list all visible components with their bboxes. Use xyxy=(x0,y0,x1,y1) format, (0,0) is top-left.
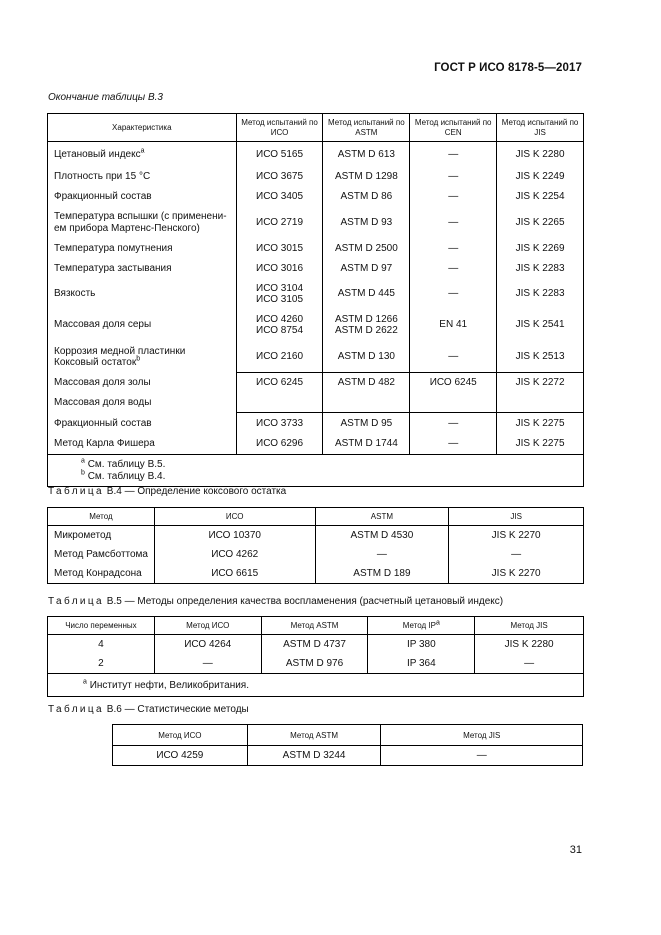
cell-cen: — xyxy=(410,413,497,434)
row-label: Фракционный состав xyxy=(54,191,152,202)
cell: — xyxy=(154,654,261,674)
table-row xyxy=(48,279,584,309)
header-cell: Метод ASTM xyxy=(247,725,381,746)
row-label: Микрометод xyxy=(54,530,112,541)
row-label: Коррозия медной пластинки Коксовый остаток$^b$ xyxy=(54,345,186,368)
header-cell: Метод испытаний по JIS xyxy=(497,114,584,142)
cell-astm: ASTM D 130 xyxy=(323,341,410,373)
row-label: Метод Рамсботтома xyxy=(54,549,148,560)
cell: ASTM D 976 xyxy=(261,654,368,674)
cell: 4 xyxy=(98,639,104,650)
table-header-row xyxy=(48,617,584,635)
cell-astm: ASTM D 1298 xyxy=(323,167,410,187)
cell-astm: ASTM D 445 xyxy=(323,279,410,309)
cell-iso: ИСО 3733 xyxy=(236,413,323,434)
cell-iso: ИСО 3104 ИСО 3105 xyxy=(236,279,323,309)
cell-astm: ASTM D 86 xyxy=(323,187,410,207)
cell: ASTM D 4737 xyxy=(261,635,368,655)
footnotes-cell: $^а$ Институт нефти, Великобритания. xyxy=(48,674,584,697)
table-row xyxy=(48,434,584,455)
table-row xyxy=(113,746,583,766)
row-label: Вязкость xyxy=(54,288,96,299)
cell-jis: JIS K 2265 xyxy=(497,207,584,239)
cell: ИСО 4264 xyxy=(154,635,261,655)
cell-cen: ИСО 6245 xyxy=(410,373,497,393)
row-label: Метод Конрадсона xyxy=(54,568,142,579)
table-row xyxy=(48,207,584,239)
table-row xyxy=(48,167,584,187)
header-cell: Метод ИСО xyxy=(154,617,261,635)
cell: — xyxy=(475,654,584,674)
table-b5 xyxy=(47,616,584,697)
cell-cen: — xyxy=(410,207,497,239)
cell: IP 364 xyxy=(368,654,475,674)
cell-astm xyxy=(323,393,410,413)
cell-iso: ИСО 3016 xyxy=(236,259,323,279)
cell: ASTM D 3244 xyxy=(247,746,381,766)
table-row xyxy=(48,564,584,584)
cell: 2 xyxy=(98,658,104,669)
table-row xyxy=(48,259,584,279)
row-label: Температура вспышки (с применени- ем прибора Мартенс-Пенского) xyxy=(54,210,227,234)
table-continuation-label: Окончание таблицы В.3 xyxy=(48,92,163,103)
table-b6-caption: Таблица В.6 — Статистические методы xyxy=(48,704,249,715)
table-b4-caption: Таблица В.4 — Определение коксового остатка xyxy=(48,486,287,497)
cell-cen: — xyxy=(410,142,497,167)
cell-cen: — xyxy=(410,341,497,373)
header-cell: Метод JIS xyxy=(381,725,583,746)
cell-cen: — xyxy=(410,434,497,455)
header-cell: ИСО xyxy=(154,508,315,526)
header-cell: Метод xyxy=(48,508,155,526)
cell-astm: ASTM D 1744 xyxy=(323,434,410,455)
cell-jis: JIS K 2283 xyxy=(497,279,584,309)
table-row xyxy=(48,309,584,341)
cell-jis: JIS K 2254 xyxy=(497,187,584,207)
cell-iso: ИСО 5165 xyxy=(236,142,323,167)
table-b4 xyxy=(47,507,584,584)
header-cell: ASTM xyxy=(315,508,449,526)
cell: ИСО 4259 xyxy=(156,750,204,761)
table-row xyxy=(48,239,584,259)
cell-iso: ИСО 4260 ИСО 8754 xyxy=(236,309,323,341)
cell-iso: ИСО 6296 xyxy=(236,434,323,455)
table-row xyxy=(48,526,584,546)
cell-cen: — xyxy=(410,259,497,279)
cell-cen: — xyxy=(410,167,497,187)
cell: — xyxy=(315,545,449,564)
cell-jis: JIS K 2283 xyxy=(497,259,584,279)
cell-astm: ASTM D 97 xyxy=(323,259,410,279)
table-row xyxy=(48,413,584,434)
cell-jis: JIS K 2513 xyxy=(497,341,584,373)
table-footnotes xyxy=(48,455,584,487)
cell: ИСО 10370 xyxy=(154,526,315,546)
footnotes-cell: $^a$ См. таблицу В.5. $^b$ См. таблицу В.4. xyxy=(48,455,584,487)
table-header-row xyxy=(48,114,584,142)
header-cell: Метод ИСО xyxy=(113,725,248,746)
cell: — xyxy=(381,746,583,766)
header-cell: Метод $IP^а$ xyxy=(368,617,475,635)
table-row xyxy=(48,142,584,167)
cell: IP 380 xyxy=(368,635,475,655)
row-label: Массовая доля серы xyxy=(54,319,152,330)
cell-jis: JIS K 2280 xyxy=(497,142,584,167)
header-cell: Метод ASTM xyxy=(261,617,368,635)
cell-jis: JIS K 2269 xyxy=(497,239,584,259)
table-b5-caption: Таблица В.5 — Методы определения качества воспламенения (расчетный цетановый индекс) xyxy=(48,596,504,607)
cell-cen xyxy=(410,393,497,413)
document-header: ГОСТ Р ИСО 8178-5—2017 xyxy=(434,62,582,74)
cell: JIS K 2280 xyxy=(475,635,584,655)
table-row xyxy=(48,545,584,564)
header-cell: Метод испытаний по ИСО xyxy=(236,114,323,142)
cell-iso: ИСО 3675 xyxy=(236,167,323,187)
table-row xyxy=(48,341,584,373)
header-cell: Метод JIS xyxy=(475,617,584,635)
table-row xyxy=(48,393,584,413)
cell-cen: EN 41 xyxy=(410,309,497,341)
cell-astm: ASTM D 93 xyxy=(323,207,410,239)
table-b3 xyxy=(47,113,584,487)
header-cell: Метод испытаний по ASTM xyxy=(323,114,410,142)
cell: ASTM D 189 xyxy=(315,564,449,584)
table-row xyxy=(48,635,584,655)
cell-astm: ASTM D 613 xyxy=(323,142,410,167)
table-b6 xyxy=(112,724,583,766)
cell-iso: ИСО 6245 xyxy=(236,373,323,393)
row-label: Цетановый индекс$^a$ xyxy=(54,147,145,160)
cell-jis: JIS K 2275 xyxy=(497,434,584,455)
cell: JIS K 2270 xyxy=(449,564,584,584)
table-row xyxy=(48,187,584,207)
header-cell: Число переменных xyxy=(48,617,155,635)
table-row xyxy=(48,654,584,674)
row-label: Массовая доля золы xyxy=(54,377,151,388)
table-footnotes xyxy=(48,674,584,697)
cell: ИСО 4262 xyxy=(154,545,315,564)
cell-iso: ИСО 3015 xyxy=(236,239,323,259)
cell: ИСО 6615 xyxy=(154,564,315,584)
row-label: Температура застывания xyxy=(54,263,172,274)
cell-jis: JIS K 2249 xyxy=(497,167,584,187)
header-cell: Метод испытаний по CEN xyxy=(410,114,497,142)
cell-jis: JIS K 2541 xyxy=(497,309,584,341)
cell-astm: ASTM D 95 xyxy=(323,413,410,434)
cell-iso xyxy=(236,393,323,413)
cell-cen: — xyxy=(410,279,497,309)
cell-jis xyxy=(497,393,584,413)
cell: ASTM D 4530 xyxy=(315,526,449,546)
row-label: Метод Карла Фишера xyxy=(54,438,155,450)
cell-astm: ASTM D 482 xyxy=(323,373,410,393)
row-label: Температура помутнения xyxy=(54,243,173,254)
cell-iso: ИСО 3405 xyxy=(236,187,323,207)
cell-cen: — xyxy=(410,239,497,259)
cell-iso: ИСО 2160 xyxy=(236,341,323,373)
cell: JIS K 2270 xyxy=(449,526,584,546)
cell-cen: — xyxy=(410,187,497,207)
header-cell: JIS xyxy=(449,508,584,526)
table-header-row xyxy=(113,725,583,746)
table-row xyxy=(48,373,584,393)
row-label: Массовая доля воды xyxy=(54,397,152,408)
table-header-row xyxy=(48,508,584,526)
row-label: Фракционный состав xyxy=(54,417,152,429)
cell: — xyxy=(449,545,584,564)
row-label: Плотность при 15 °С xyxy=(54,171,151,182)
header-cell: Характеристика xyxy=(48,114,237,142)
cell-jis: JIS K 2275 xyxy=(497,413,584,434)
cell-astm: ASTM D 2500 xyxy=(323,239,410,259)
cell-jis: JIS K 2272 xyxy=(497,373,584,393)
cell-astm: ASTM D 1266 ASTM D 2622 xyxy=(323,309,410,341)
page-number: 31 xyxy=(569,844,582,856)
cell-iso: ИСО 2719 xyxy=(236,207,323,239)
